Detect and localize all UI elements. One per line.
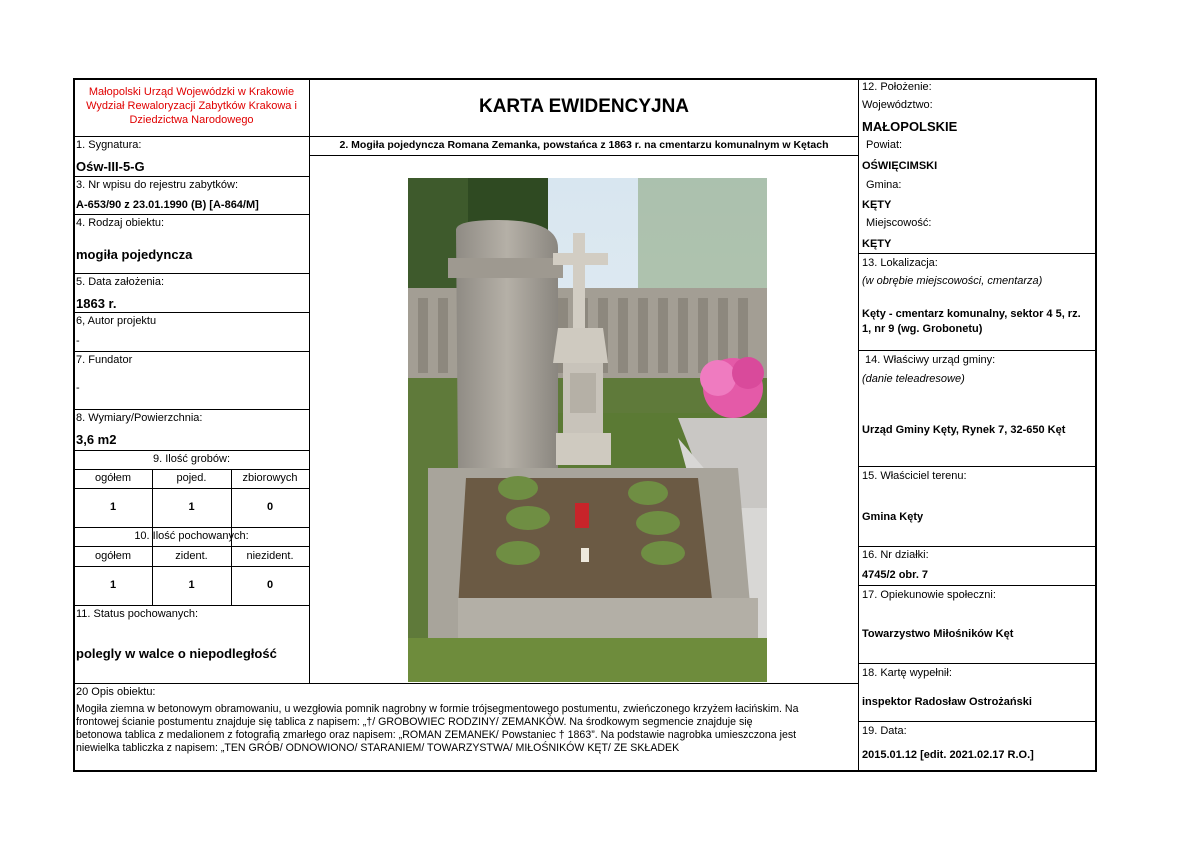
dimensions-label: 8. Wymiary/Powierzchnia: bbox=[76, 412, 203, 424]
card-title: KARTA EWIDENCYJNA bbox=[478, 96, 690, 117]
guardians-value: Towarzystwo Miłośników Kęt bbox=[862, 628, 1014, 640]
row-divider bbox=[74, 605, 309, 606]
description-text-cont: niewielka tabliczka z napisem: „TEN GRÓB/ ODNOWIONO/ STARANIEM/ TOWARZYSTWA/ MIŁOŚNIKÓW KĘT/ ZE SKŁADEK bbox=[76, 742, 680, 754]
voivodeship-value: MAŁOPOLSKIE bbox=[862, 119, 958, 134]
buried-col-identified: zident. bbox=[175, 550, 208, 562]
row-divider bbox=[858, 350, 1096, 351]
location-label: 12. Położenie: bbox=[862, 81, 932, 93]
graves-col-total: ogółem bbox=[94, 472, 132, 484]
institution-department-cont: Dziedzictwa Narodowego bbox=[129, 114, 254, 126]
town-value: KĘTY bbox=[862, 238, 892, 250]
commune-label: Gmina: bbox=[866, 179, 902, 191]
signature-value: Ośw-III-5-G bbox=[76, 159, 145, 174]
founded-value: 1863 r. bbox=[76, 296, 117, 311]
row-divider bbox=[309, 136, 858, 137]
row-divider bbox=[858, 253, 1096, 254]
county-value: OŚWIĘCIMSKI bbox=[862, 160, 938, 172]
localization-label: 13. Lokalizacja: bbox=[862, 257, 938, 269]
signature-label: 1. Sygnatura: bbox=[76, 139, 142, 151]
filled-by-label: 18. Kartę wypełnił: bbox=[862, 667, 952, 679]
register-value: A-653/90 z 23.01.1990 (B) [A-864/M] bbox=[76, 199, 259, 211]
localization-value-cont: 1, nr 9 (wg. Grobonetu) bbox=[862, 323, 983, 335]
graves-col-single: pojed. bbox=[176, 472, 207, 484]
grave-photo bbox=[408, 178, 767, 682]
row-divider bbox=[74, 683, 858, 684]
description-label: 20 Opis obiektu: bbox=[76, 686, 156, 698]
row-divider bbox=[74, 546, 309, 547]
row-divider bbox=[74, 176, 309, 177]
object-title: 2. Mogiła pojedyncza Romana Zemanka, powstańca z 1863 r. na cmentarzu komunalnym w Kętach bbox=[339, 139, 829, 151]
owner-value: Gmina Kęty bbox=[862, 511, 924, 523]
office-value: Urząd Gminy Kęty, Rynek 7, 32-650 Kęt bbox=[862, 424, 1066, 436]
row-divider bbox=[74, 469, 309, 470]
description-text-cont: betonowa tablica z medalionem z fotografią zmarłego oraz napisem: „ROMAN ZEMANEK/ Powstaniec † 1863”. Na podstawie nagrobka umieszczona jest bbox=[76, 729, 797, 741]
row-divider bbox=[74, 351, 309, 352]
description-text: Mogiła ziemna w betonowym obramowaniu, u wezgłowia pomnik nagrobny w formie trójsegmentowego postumentu, zwieńczonego krzyżem łacińskim. Na bbox=[76, 703, 799, 715]
buried-identified-value: 1 bbox=[188, 579, 195, 591]
row-divider bbox=[309, 155, 858, 156]
row-divider bbox=[74, 312, 309, 313]
row-divider bbox=[858, 663, 1096, 664]
founded-label: 5. Data założenia: bbox=[76, 276, 165, 288]
graves-count-label: 9. Ilość grobów: bbox=[152, 453, 231, 465]
localization-hint: (w obrębie miejscowości, cmentarza) bbox=[862, 275, 1043, 287]
row-divider bbox=[74, 136, 309, 137]
status-value: polegly w walce o niepodległość bbox=[76, 646, 277, 661]
graves-collective-value: 0 bbox=[266, 501, 274, 513]
graves-single-value: 1 bbox=[188, 501, 195, 513]
row-divider bbox=[74, 409, 309, 410]
object-type-value: mogiła pojedyncza bbox=[76, 247, 193, 262]
graves-col-collective: zbiorowych bbox=[242, 472, 298, 484]
row-divider bbox=[858, 546, 1096, 547]
buried-unidentified-value: 0 bbox=[266, 579, 274, 591]
row-divider bbox=[858, 585, 1096, 586]
voivodeship-label: Województwo: bbox=[862, 99, 933, 111]
row-divider bbox=[858, 466, 1096, 467]
guardians-label: 17. Opiekunowie społeczni: bbox=[862, 589, 996, 601]
row-divider bbox=[74, 488, 309, 489]
office-hint: (danie teleadresowe) bbox=[862, 373, 965, 385]
register-label: 3. Nr wpisu do rejestru zabytków: bbox=[76, 179, 239, 191]
localization-value: Kęty - cmentarz komunalny, sektor 4 5, rz. bbox=[862, 308, 1081, 320]
plot-label: 16. Nr działki: bbox=[862, 549, 929, 561]
row-divider bbox=[74, 450, 309, 451]
author-label: 6, Autor projektu bbox=[76, 315, 157, 327]
row-divider bbox=[74, 566, 309, 567]
buried-count-label: 10. Ilość pochowanych: bbox=[134, 530, 249, 542]
office-label: 14. Właściwy urząd gminy: bbox=[865, 354, 996, 366]
plot-value: 4745/2 obr. 7 bbox=[862, 569, 929, 581]
left-column-divider bbox=[309, 79, 310, 683]
founder-value: - bbox=[76, 382, 80, 394]
author-value: - bbox=[76, 335, 80, 347]
row-divider bbox=[74, 273, 309, 274]
status-label: 11. Status pochowanych: bbox=[76, 608, 199, 620]
right-column-divider bbox=[858, 79, 859, 771]
institution-name: Małopolski Urząd Wojewódzki w Krakowie bbox=[88, 86, 295, 98]
description-text-cont: frontowej ścianie postumentu znajduje się tablica z napisem: „†/ GROBOWIEC RODZINY/ ZEMANKÓW. Na środkowym segmencie znajduje się bbox=[76, 716, 753, 728]
county-label: Powiat: bbox=[866, 139, 903, 151]
buried-col-total: ogółem bbox=[94, 550, 132, 562]
row-divider bbox=[74, 214, 309, 215]
date-label: 19. Data: bbox=[862, 725, 907, 737]
commune-value: KĘTY bbox=[862, 199, 892, 211]
object-type-label: 4. Rodzaj obiektu: bbox=[76, 217, 165, 229]
founder-label: 7. Fundator bbox=[76, 354, 133, 366]
graves-total-value: 1 bbox=[109, 501, 117, 513]
date-value: 2015.01.12 [edit. 2021.02.17 R.O.] bbox=[862, 749, 1034, 761]
dimensions-value: 3,6 m2 bbox=[76, 432, 117, 447]
buried-col-unidentified: niezident. bbox=[246, 550, 294, 562]
town-label: Miejscowość: bbox=[866, 217, 932, 229]
filled-by-value: inspektor Radosław Ostrożański bbox=[862, 696, 1032, 708]
owner-label: 15. Właściciel terenu: bbox=[862, 470, 967, 482]
row-divider bbox=[74, 527, 309, 528]
institution-department: Wydział Rewaloryzacji Zabytków Krakowa i bbox=[86, 100, 297, 112]
buried-total-value: 1 bbox=[109, 579, 117, 591]
row-divider bbox=[858, 721, 1096, 722]
